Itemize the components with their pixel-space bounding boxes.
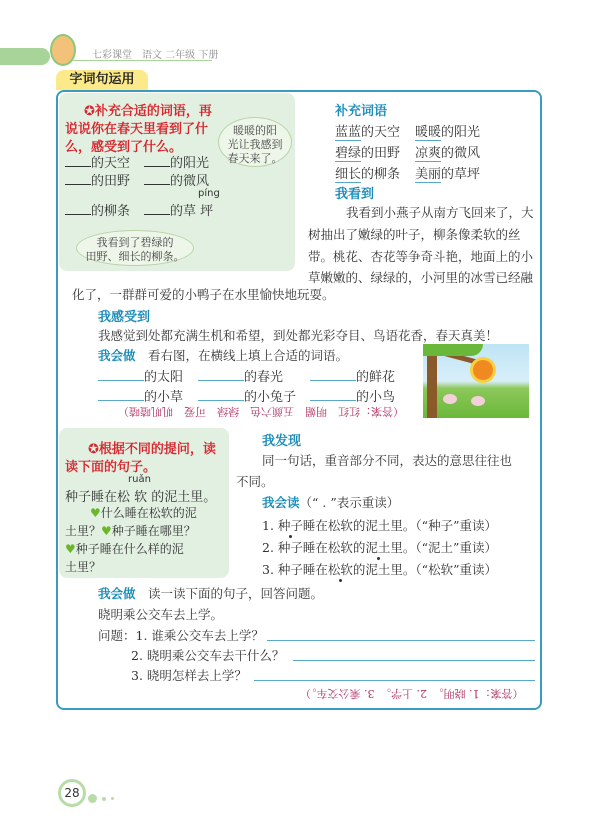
upside-down-answer: （答案：红红 明媚 五颜六色 绿绿 可爱 叽叽喳喳） — [118, 405, 404, 418]
header-text: 七彩课堂 语文 二年级 下册 — [92, 50, 219, 61]
question-1: 问题：1. 谁乘公交车去上学？ — [98, 628, 264, 643]
task1-prompt: 么，感受到了什么。 — [65, 140, 183, 155]
task1-prompt: ✪补充合适的词语，再 — [84, 104, 212, 119]
answer-line[interactable] — [267, 640, 535, 641]
heading-read: 我会读 — [262, 495, 300, 510]
spring-illustration — [423, 344, 529, 418]
heading-feel: 我感受到 — [98, 310, 151, 325]
sprout-icon: ♥ — [65, 542, 76, 556]
do-instructions: 看右图，在横线上填上合适的词语。 — [148, 348, 349, 363]
answer-line[interactable] — [254, 680, 535, 681]
rabbit-icon — [443, 394, 457, 404]
blank-item: 的小兔子 — [244, 390, 297, 405]
read-item: 1. 种子睡在松软的泥土里。（“种子”重读） — [262, 518, 497, 533]
blank-item: 的太阳 — [144, 370, 184, 385]
heading-find: 我发现 — [262, 434, 302, 449]
question-text: 土里？ — [65, 560, 102, 574]
heading-do: 我会做 — [98, 586, 136, 601]
task1-prompt: 说说你在春天里看到了什 — [65, 122, 209, 137]
page-number: 28 — [58, 779, 86, 807]
pinyin: píng — [198, 188, 220, 199]
task2-prompt: 读下面的句子。 — [65, 460, 157, 475]
decor-dot — [88, 794, 97, 803]
section-title: 字词句运用 — [56, 70, 148, 90]
blank-item: 的田野 — [91, 174, 131, 189]
upside-down-answer: （答案：1. 晓明。 2. 上学。 3. 乘公交车。） — [300, 687, 524, 700]
read-item: 2. 种子睡在松软的泥土里。（“泥土”重读） — [262, 540, 497, 555]
question-2: 2. 晓明乘公交车去干什么？ — [131, 648, 285, 663]
mascot-icon — [50, 34, 76, 66]
heading-do: 我会做 — [98, 348, 136, 363]
read-item: 3. 种子睡在松软的泥土里。（“松软”重读） — [262, 562, 497, 577]
blank-item: 的鲜花 — [356, 370, 396, 385]
paragraph-line: 我看到小燕子从南方飞回来了，大 — [346, 205, 534, 220]
blank-item: 的天空 — [91, 156, 131, 171]
sprout-icon: ♥ — [101, 524, 112, 538]
pinyin: ruǎn — [128, 474, 151, 485]
paragraph-line: 草嫩嫩的、绿绿的，小河里的冰雪已经融 — [308, 270, 534, 285]
sprout-icon: ♥ — [90, 506, 101, 520]
blank-item: 的小草 — [144, 390, 184, 405]
blank-item: 的春光 — [244, 370, 284, 385]
task2-sentence: 种子睡在松 软 的泥土里。 — [65, 490, 217, 505]
paragraph-line: 同一句话，重音部分不同，表达的意思往往也 — [262, 453, 513, 468]
heading-see: 我看到 — [335, 187, 375, 202]
blank-item: 的微风 — [170, 174, 210, 189]
rabbit-icon — [471, 396, 485, 406]
blank-item: 坪 — [200, 204, 214, 219]
heading-fill: 补充词语 — [335, 104, 388, 119]
sentence: 晓明乘公交车去上学。 — [98, 607, 224, 622]
read-note: （“ . ”表示重读） — [299, 495, 400, 510]
paragraph-line: 不同。 — [236, 474, 274, 489]
question-3: 3. 晓明怎样去上学？ — [131, 668, 247, 683]
blank-item: 的柳条 — [91, 204, 131, 219]
decor-dot — [102, 797, 106, 801]
thought-bubble: 暖暖的阳 光让我感到 春天来了。 — [218, 117, 292, 167]
decor-dot — [111, 797, 114, 800]
textbook-page: 七彩课堂 语文 二年级 下册 字词句运用 ✪补充合适的词语，再 说说你在春天里看到了什 么，感受到了什么。 的天空 的阳光 的田野 的微风 píng 的柳条 的草 坪 暖暖的阳 光让我感到 春天来了。 我看到了碧绿的 田野、细长的柳条。 补充词语 蓝蓝的天空 暖暖的阳光 碧绿的田野 凉爽的微风 细长的柳条 美丽的草坪 我看到 我看到小燕子从南方飞回来了，大 树抽出了嫩绿的叶子，柳条像柔软的丝 带。桃花、杏花等争奇斗艳，地面上的小 草嫩嫩的、绿绿的，小河里的冰雪已经融 化了，一群群可爱的小鸭子在水里愉快地玩耍。 我感受到 我感觉到处都充满生机和希望，到处都光彩夺目、鸟语花香，春天真美！ 我会做 看右图，在横线上填上合适的词语。 的太阳 的春光 的鲜花 的小草 的小兔子 的小鸟 （答案：红红 明媚 五颜六色 绿绿 可爱 叽叽喳喳） ✪根据不同的提问，读 读下面的句子。 ruǎn 种子睡在松 软 的泥土里。 ♥什么睡在松软的泥 土里？♥种子睡在哪里？ ♥种子睡在什么样的泥 土里？ 我发现 同一句话，重音部分不同，表达的意思往往也 不同。 我会读（“ . ”表示重读） 1. 种子睡在松软的泥土里。（“种子”重读） 2. 种子睡在松软的泥土里。（“泥土”重读） 3. 种子睡在松软的泥土里。（“松软”重读） 我会做 读一读下面的句子，回答问题。 晓明乘公交车去上学。 问题：1. 谁乘公交车去上学？ 2. 晓明乘公交车去干什么？ 3. 晓明怎样去上学？ （答案：1. 晓明。 2. 上学。 3. 乘公交车。） 28 — [0, 0, 600, 834]
do-instructions: 读一读下面的句子，回答问题。 — [148, 586, 324, 601]
answer-line[interactable] — [293, 660, 535, 661]
task2-prompt: ✪根据不同的提问，读 — [88, 442, 216, 457]
blank-item: 的草 — [170, 204, 197, 219]
paragraph-line: 树抽出了嫩绿的叶子，柳条像柔软的丝 — [308, 227, 521, 242]
feel-text: 我感觉到处都充满生机和希望，到处都光彩夺目、鸟语花香，春天真美！ — [98, 328, 499, 343]
sun-icon — [473, 360, 493, 380]
blank-item: 的小鸟 — [356, 390, 396, 405]
header-bar — [0, 48, 50, 65]
blank-item: 的阳光 — [170, 156, 210, 171]
paragraph-line: 带。桃花、杏花等争奇斗艳，地面上的小 — [308, 249, 534, 264]
paragraph-line: 化了，一群群可爱的小鸭子在水里愉快地玩耍。 — [72, 287, 335, 302]
thought-bubble: 我看到了碧绿的 田野、细长的柳条。 — [76, 230, 194, 266]
